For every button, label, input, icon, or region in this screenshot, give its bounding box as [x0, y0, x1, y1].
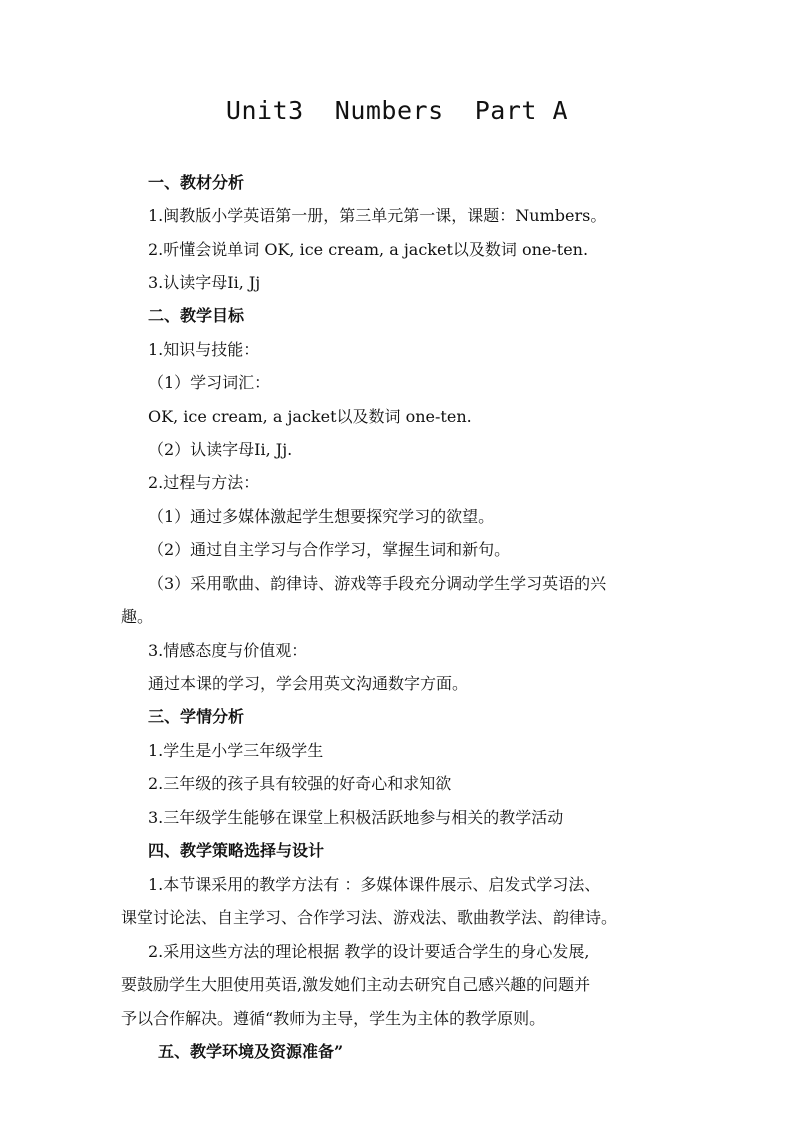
- text-line: 3.情感态度与价值观：: [148, 641, 308, 660]
- text-line: OK, ice cream, a jacket以及数词 one-ten.: [148, 407, 472, 426]
- text-line: （2）通过自主学习与合作学习，掌握生词和新句。: [148, 540, 511, 559]
- page-title: Unit3 Numbers Part A: [225, 96, 569, 125]
- text-line: 2.听懂会说单词 OK, ice cream, a jacket以及数词 one-ten.: [148, 240, 589, 259]
- text-line: 2.采用这些方法的理论根据 教学的设计要适合学生的身心发展,: [148, 942, 590, 961]
- text-line: 要鼓励学生大胆使用英语,激发她们主动去研究自己感兴趣的问题并: [121, 975, 591, 994]
- text-line: 2.三年级的孩子具有较强的好奇心和求知欲: [148, 774, 452, 793]
- text-line: 课堂讨论法、自主学习、合作学习法、游戏法、歌曲教学法、韵律诗。: [121, 908, 618, 927]
- text-line: 趣。: [121, 607, 154, 626]
- text-line: 通过本课的学习，学会用英文沟通数字方面。: [148, 674, 469, 693]
- section-heading-4: 四、教学策略选择与设计: [148, 841, 325, 860]
- text-line: 3.认读字母Ii, Jj: [148, 273, 261, 292]
- text-line: 1.学生是小学三年级学生: [148, 741, 324, 760]
- text-line: （3）采用歌曲、韵律诗、游戏等手段充分调动学生学习英语的兴: [148, 574, 607, 593]
- text-line: 2.过程与方法：: [148, 473, 260, 492]
- section-heading-1: 一、教材分析: [148, 173, 245, 192]
- text-line: （1）通过多媒体激起学生想要探究学习的欲望。: [148, 507, 495, 526]
- section-heading-2: 二、教学目标: [148, 306, 245, 325]
- text-line: 1.闽教版小学英语第一册，第三单元第一课，课题：Numbers。: [148, 206, 607, 225]
- text-line: （1）学习词汇：: [148, 373, 271, 392]
- section-heading-5: 五、教学环境及资源准备”: [158, 1042, 344, 1061]
- text-line: 1.本节课采用的教学方法有 ：多媒体课件展示、启发式学习法、: [148, 875, 601, 894]
- section-heading-3: 三、学情分析: [148, 707, 245, 726]
- text-line: （2）认读字母Ii, Jj.: [148, 440, 293, 459]
- text-line: 1.知识与技能：: [148, 340, 260, 359]
- text-line: 予以合作解决。遵循“教师为主导，学生为主体的教学原则。: [121, 1009, 546, 1028]
- text-line: 3.三年级学生能够在课堂上积极活跃地参与相关的教学活动: [148, 808, 564, 827]
